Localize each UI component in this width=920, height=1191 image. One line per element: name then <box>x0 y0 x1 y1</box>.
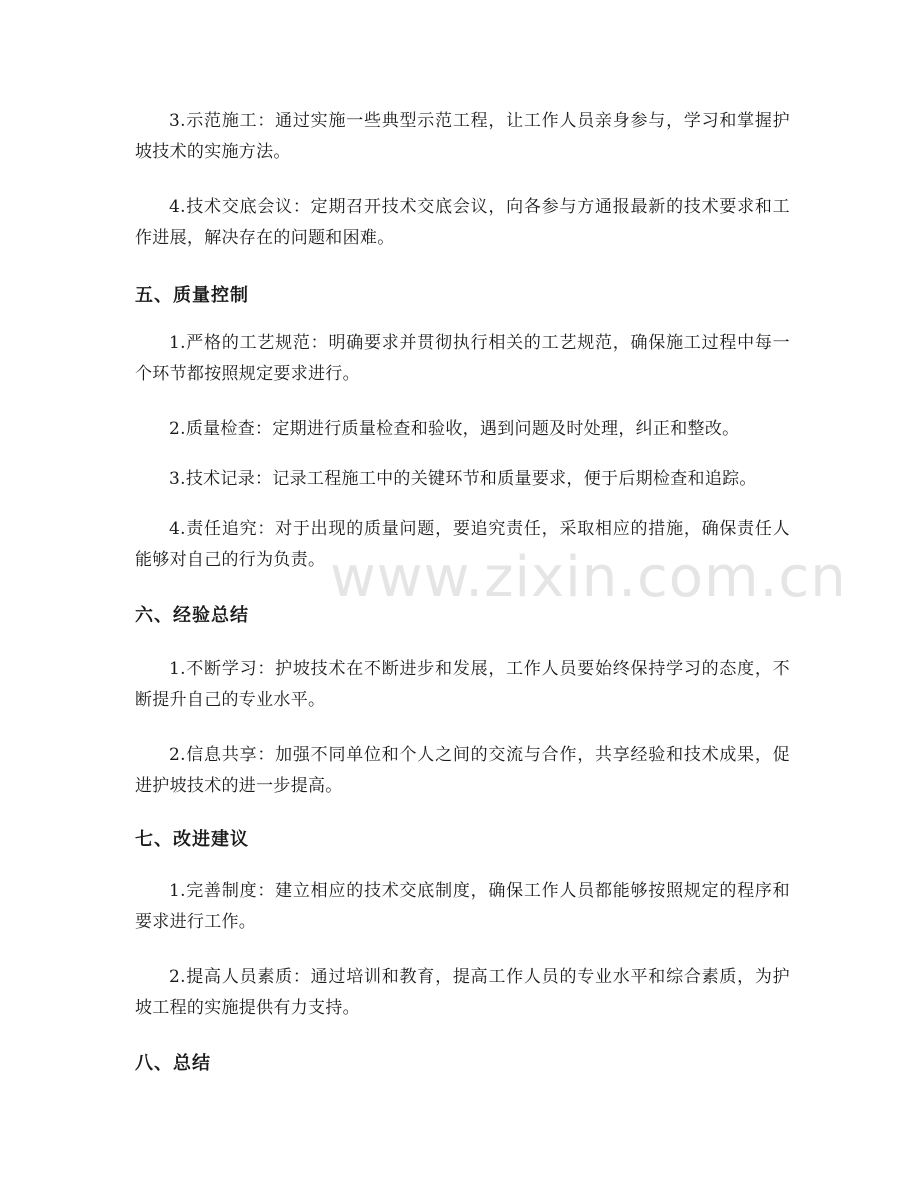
paragraph-demo-construction: 3.示范施工：通过实施一些典型示范工程，让工作人员亲身参与，学习和掌握护坡技术的实施方法。 <box>135 111 790 162</box>
paragraph-quality-inspection: 2.质量检查：定期进行质量检查和验收，遇到问题及时处理，纠正和整改。 <box>169 419 740 439</box>
paragraph-improve-system: 1.完善制度：建立相应的技术交底制度，确保工作人员都能够按照规定的程序和要求进行工作。 <box>135 881 790 932</box>
section-heading-experience-summary: 六、经验总结 <box>135 605 249 626</box>
paragraph-improve-staff-quality: 2.提高人员素质：通过培训和教育，提高工作人员的专业水平和综合素质，为护坡工程的实施提供有力支持。 <box>135 967 790 1018</box>
section-heading-quality-control: 五、质量控制 <box>135 285 249 306</box>
paragraph-process-standards: 1.严格的工艺规范：明确要求并贯彻执行相关的工艺规范，确保施工过程中每一个环节都按照规定要求进行。 <box>135 333 790 384</box>
paragraph-information-sharing: 2.信息共享：加强不同单位和个人之间的交流与合作，共享经验和技术成果，促进护坡技术的进一步提高。 <box>135 745 790 796</box>
paragraph-tech-briefing-meeting: 4.技术交底会议：定期召开技术交底会议，向各参与方通报最新的技术要求和工作进展，解决存在的问题和困难。 <box>135 197 790 248</box>
paragraph-continuous-learning: 1.不断学习：护坡技术在不断进步和发展，工作人员要始终保持学习的态度，不断提升自己的专业水平。 <box>135 659 790 710</box>
section-heading-conclusion: 八、总结 <box>135 1053 211 1074</box>
section-heading-improvement-suggestions: 七、改进建议 <box>135 829 249 850</box>
watermark: www.zixin.com.cn <box>330 545 847 610</box>
paragraph-technical-records: 3.技术记录：记录工程施工中的关键环节和质量要求，便于后期检查和追踪。 <box>169 469 757 489</box>
paragraph-accountability: 4.责任追究：对于出现的质量问题，要追究责任，采取相应的措施，确保责任人能够对自己的行为负责。 <box>135 519 790 570</box>
